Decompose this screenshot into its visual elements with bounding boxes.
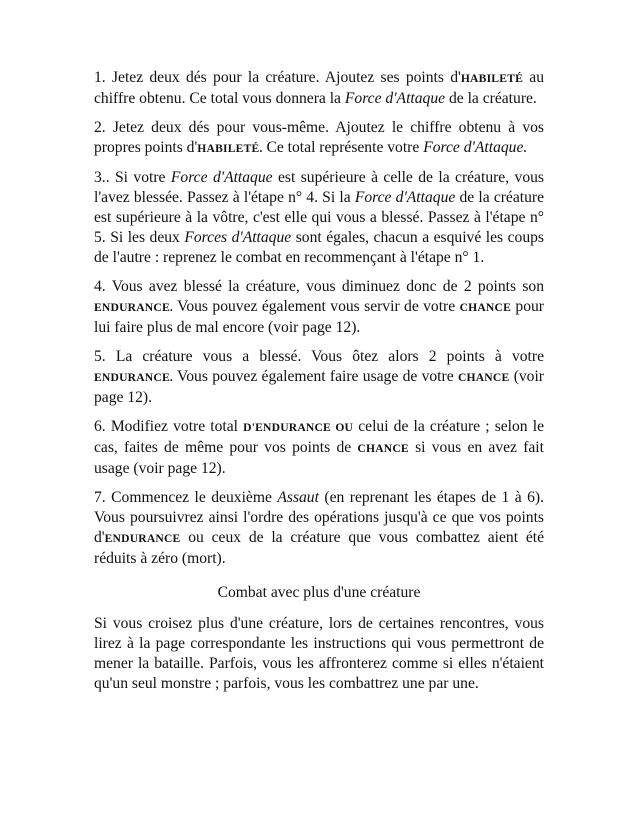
paragraph-step-1 xyxy=(94,68,544,109)
stat-name: HABILETÉ. xyxy=(197,142,263,155)
emphasis-text: Force d'Attaque xyxy=(344,90,446,107)
text-run: ou ceux de la créature que vous combattez aient été réduits à zéro (mort). xyxy=(94,529,544,567)
text-run: est supérieure à celle de la créature, vous l'avez blessée. Passez à l'étape n° 4. Si la xyxy=(94,169,544,206)
paragraph-step-6 xyxy=(94,417,544,479)
paragraph-step-2 xyxy=(94,118,544,159)
emphasis-text: Assaut xyxy=(277,489,319,506)
text-run: celui de la créature ; selon le cas, faites de même pour vos points de xyxy=(94,418,544,456)
stat-name: HABILETÉ xyxy=(460,72,524,85)
stat-name: ENDURANCE xyxy=(104,532,181,545)
emphasis-text: Force d'Attaque. xyxy=(423,139,528,156)
text-run: 4. Vous avez blessé la créature, vous diminuez donc de 2 points son xyxy=(94,278,544,295)
text-run: Si vous croisez plus d'une créature, lors de certaines rencontres, vous lirez à la page correspondante les instructions qui vous permettront de mener la bataille. Parfois, vous les affronterez comme si elles n'étaient qu'un seul monstre ; parfois, vous les combattrez une par une. xyxy=(94,615,544,692)
paragraph-step-3 xyxy=(94,168,544,268)
stat-name: ENDURANCE. xyxy=(94,371,173,384)
text-run: au chiffre obtenu. Ce total vous donnera la xyxy=(94,69,544,107)
paragraph-step-5 xyxy=(94,347,544,408)
text-run: de la créature est supérieure à la vôtre, c'est elle qui vous a blessé. Passez à l'étape n° 5. Si les deux xyxy=(94,189,545,246)
paragraph-multi-creature xyxy=(94,614,544,694)
stat-name: CHANCE xyxy=(457,371,510,384)
text-run: 3.. Si votre xyxy=(94,169,171,186)
text-run: 7. Commencez le deuxième xyxy=(94,489,278,506)
text-run: (voir page 12). xyxy=(94,368,545,406)
text-run: 5. La créature vous a blessé. Vous ôtez alors 2 points à votre xyxy=(94,348,544,365)
emphasis-text: Force d'Attaque xyxy=(170,169,273,186)
emphasis-text: Forces d'Attaque xyxy=(184,229,292,246)
closing-section xyxy=(94,614,544,694)
text-run: si vous en avez fait usage (voir page 12). xyxy=(94,439,544,477)
text-run: sont égales, chacun a esquivé les coups de l'autre : reprenez le combat en recommençant à l'étape n° 1. xyxy=(94,229,544,266)
paragraph-step-7 xyxy=(94,488,544,569)
stat-name: ENDURANCE. xyxy=(94,301,173,314)
stat-name: D'ENDURANCE OU xyxy=(243,421,354,434)
stat-name: CHANCE xyxy=(459,301,512,314)
combat-steps xyxy=(94,68,544,569)
section-heading: Combat avec plus d'une créature xyxy=(217,584,421,601)
document-page xyxy=(94,68,544,703)
text-run: Vous pouvez également faire usage de votre xyxy=(172,368,458,385)
text-run: 6. Modifiez votre total xyxy=(94,418,244,435)
text-run: (en reprenant les étapes de 1 à 6). Vous poursuivrez ainsi l'ordre des opérations jusqu'à ce que vos points d' xyxy=(94,489,544,546)
paragraph-step-4 xyxy=(94,277,544,338)
text-run: de la créature. xyxy=(445,90,537,107)
text-run: pour lui faire plus de mal encore (voir page 12). xyxy=(94,298,544,336)
text-run: 2. Jetez deux dés pour vous-même. Ajoutez le chiffre obtenu à vos propres points d' xyxy=(94,119,544,156)
text-run: Ce total représente votre xyxy=(262,139,424,156)
text-run: Vous pouvez également vous servir de votre xyxy=(172,298,460,315)
text-run: 1. Jetez deux dés pour la créature. Ajoutez ses points d' xyxy=(94,69,461,86)
emphasis-text: Force d'Attaque xyxy=(354,189,456,206)
stat-name: CHANCE xyxy=(357,442,409,455)
